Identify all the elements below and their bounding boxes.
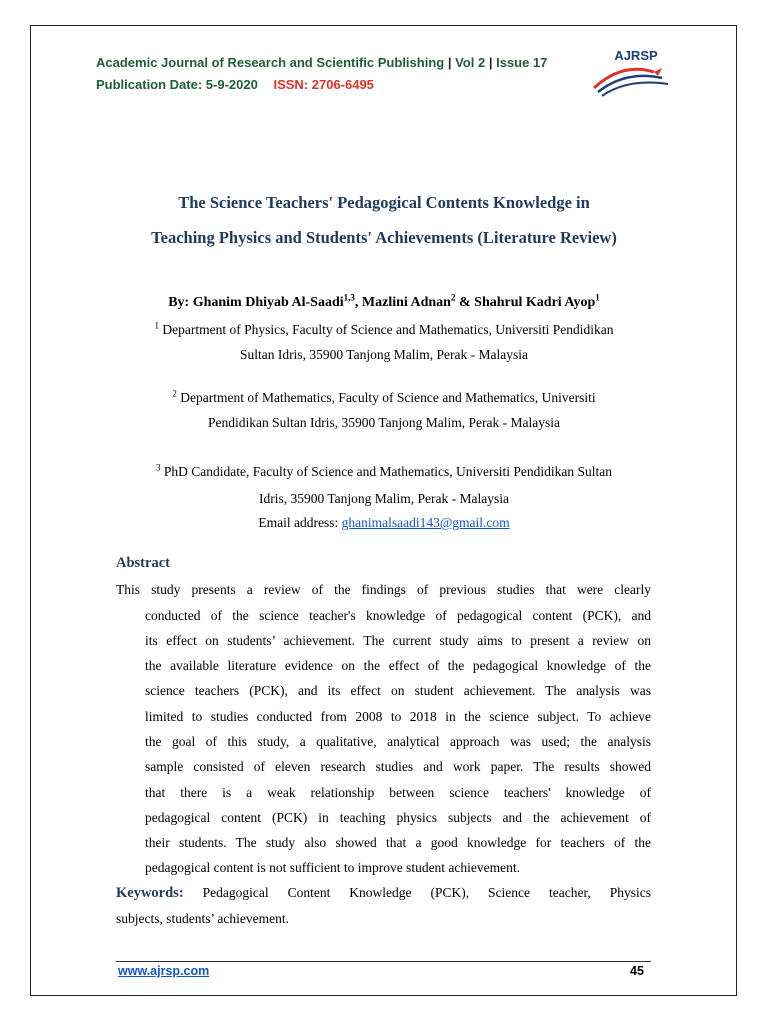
issn: ISSN: 2706-6495 bbox=[273, 77, 374, 92]
abstract-line: that there is a weak relationship between science teachers' knowledge of bbox=[145, 785, 651, 800]
affiliation-2-sup: 2 bbox=[172, 388, 177, 399]
abstract-line: its effect on students’ achievement. The current study aims to present a review on bbox=[145, 633, 651, 648]
footer-divider bbox=[116, 961, 651, 962]
journal-logo bbox=[592, 48, 672, 100]
keywords-line-1 bbox=[116, 885, 651, 902]
abstract-heading: Abstract bbox=[116, 555, 170, 571]
page-number: 45 bbox=[630, 964, 644, 978]
header-separator: | bbox=[447, 55, 452, 70]
affiliation-1-sup: 1 bbox=[154, 320, 160, 331]
journal-volume: Vol 2 bbox=[455, 55, 486, 70]
email-label: Email address: bbox=[258, 515, 342, 530]
keywords-text: Pedagogical Content Knowledge (PCK), Science teacher, Physics bbox=[202, 885, 652, 900]
abstract-line: their students. The study also showed that a good knowledge for teachers of the bbox=[145, 835, 651, 850]
affiliation-1-text: Department of Physics, Faculty of Science and Mathematics, Universiti Pendidikan bbox=[159, 322, 614, 337]
email-line bbox=[110, 515, 658, 531]
logo-text: AJRSP bbox=[614, 48, 658, 63]
affiliation-1-line-1 bbox=[110, 322, 658, 338]
author-3: Shahrul Kadri Ayop bbox=[474, 295, 596, 310]
header-separator: | bbox=[488, 55, 493, 70]
publication-date: Publication Date: 5-9-2020 bbox=[96, 77, 258, 92]
abstract-line: science teachers (PCK), and its effect on student achievement. The analysis was bbox=[145, 683, 651, 698]
abstract-line: the available literature evidence on the effect of the pedagogical knowledge of the bbox=[145, 658, 651, 673]
abstract-line: conducted of the science teacher's knowledge of pedagogical content (PCK), and bbox=[145, 608, 651, 623]
author-3-sup: 1 bbox=[595, 292, 600, 303]
affiliation-2-line-2: Pendidikan Sultan Idris, 35900 Tanjong Malim, Perak - Malaysia bbox=[207, 415, 560, 430]
affiliation-2-line-1 bbox=[110, 390, 658, 406]
keywords-line-2: subjects, students’ achievement. bbox=[116, 911, 289, 926]
affiliation-3-line-1 bbox=[110, 464, 658, 480]
author-2: Mazlini Adnan bbox=[361, 295, 451, 310]
keywords-label: Keywords: bbox=[116, 885, 184, 901]
abstract-line: the goal of this study, a qualitative, analytical approach was used; the analysis bbox=[145, 734, 651, 749]
abstract-line: sample consisted of eleven research studies and work paper. The results showed bbox=[145, 759, 651, 774]
footer-website-link[interactable]: www.ajrsp.com bbox=[118, 964, 210, 978]
paper-title-line-1: The Science Teachers' Pedagogical Contents Knowledge in bbox=[178, 193, 590, 212]
author-separator: , bbox=[354, 295, 362, 310]
author-separator: & bbox=[455, 295, 475, 310]
abstract-line: limited to studies conducted from 2008 to 2018 in the science subject. To achieve bbox=[145, 709, 651, 724]
affiliation-3-line-2: Idris, 35900 Tanjong Malim, Perak - Malaysia bbox=[258, 491, 509, 506]
affiliation-1-line-2: Sultan Idris, 35900 Tanjong Malim, Perak - Malaysia bbox=[240, 347, 528, 362]
affiliation-3-sup: 3 bbox=[156, 462, 161, 473]
affiliation-3-text: PhD Candidate, Faculty of Science and Mathematics, Universiti Pendidikan Sultan bbox=[160, 464, 612, 479]
email-link[interactable]: ghanimalsaadi143@gmail.com bbox=[341, 515, 510, 530]
journal-name: Academic Journal of Research and Scientific Publishing bbox=[96, 55, 445, 70]
journal-issue: Issue 17 bbox=[496, 55, 548, 70]
abstract-line: This study presents a review of the findings of previous studies that were clearly bbox=[116, 582, 651, 597]
publication-info bbox=[96, 77, 374, 92]
author-list bbox=[60, 292, 708, 311]
affiliation-2-text: Department of Mathematics, Faculty of Science and Mathematics, Universiti bbox=[176, 390, 596, 405]
authors-prefix: By: bbox=[168, 295, 193, 310]
abstract-line: pedagogical content (PCK) in teaching physics subjects and the achievement of bbox=[145, 810, 651, 825]
author-2-sup: 2 bbox=[450, 292, 456, 303]
abstract-line: pedagogical content is not sufficient to improve student achievement. bbox=[145, 860, 521, 875]
author-1: Ghanim Dhiyab Al-Saadi bbox=[192, 295, 344, 310]
author-1-sup: 1,3 bbox=[343, 292, 355, 303]
paper-title-line-2: Teaching Physics and Students' Achievements (Literature Review) bbox=[151, 228, 617, 247]
journal-header bbox=[96, 55, 547, 70]
